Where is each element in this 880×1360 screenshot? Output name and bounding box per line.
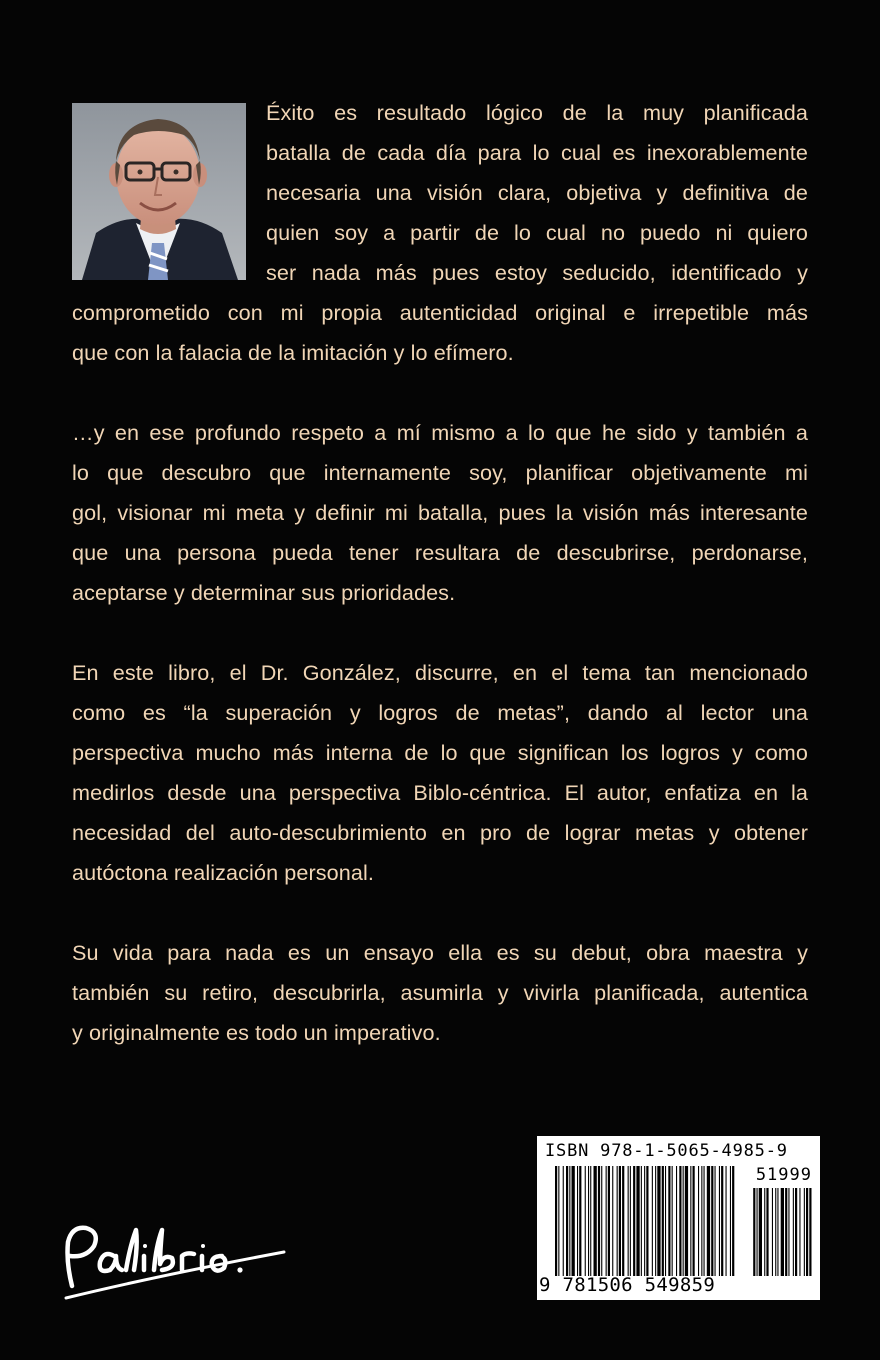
addon-bar [804, 1188, 805, 1276]
description-line: perspectiva mucho más interna de lo que significan los logros y como [72, 740, 808, 765]
barcode-bar [555, 1166, 557, 1276]
intro-line: ser nada más pues estoy seducido, identificado y [266, 260, 808, 285]
barcode-bar [588, 1166, 589, 1276]
barcode-bar [628, 1166, 629, 1276]
closing-line: y originalmente es todo un imperativo. [72, 1020, 441, 1045]
vision-paragraph [72, 413, 808, 613]
addon-bar [753, 1188, 755, 1276]
vision-line: gol, visionar mi meta y definir mi batalla, pues la visión más interesante [72, 500, 808, 525]
barcode-bar [698, 1166, 699, 1276]
addon-bar [757, 1188, 758, 1276]
barcode-bar [622, 1166, 624, 1276]
closing-line: también su retiro, descubrirla, asumirla y vivirla planificada, autentica [72, 980, 808, 1005]
barcode-bar [726, 1166, 727, 1276]
intro-paragraph-bottom [72, 293, 808, 373]
addon-bar [759, 1188, 762, 1276]
barcode-bar [566, 1166, 568, 1276]
barcode-bar [598, 1166, 600, 1276]
closing-line: Su vida para nada es un ensayo ella es su debut, obra maestra y [72, 940, 808, 965]
barcode-bar [662, 1166, 664, 1276]
barcode-bar [619, 1166, 621, 1276]
barcode-bar [711, 1166, 713, 1276]
barcode-bar [679, 1166, 681, 1276]
author-photo [72, 103, 246, 280]
barcode-bar [685, 1166, 688, 1276]
barcode-bar [558, 1166, 559, 1276]
addon-bar [764, 1188, 765, 1276]
addon-bar [772, 1188, 773, 1276]
description-line: autóctona realización personal. [72, 860, 375, 885]
addon-bar [809, 1188, 811, 1276]
barcode-bar [577, 1166, 578, 1276]
barcode-bar [590, 1166, 591, 1276]
intro-line: comprometido con mi propia autenticidad original e irrepetible más [72, 300, 808, 325]
description-line: como es “la superación y logros de metas”, dando al lector una [72, 700, 808, 725]
description-line: En este libro, el Dr. González, discurre, en el tema tan mencionado [72, 660, 808, 685]
barcode-bar [646, 1166, 648, 1276]
barcode-bar [701, 1166, 702, 1276]
barcode-bar [572, 1166, 575, 1276]
barcode-bar [652, 1166, 653, 1276]
intro-line: Éxito es resultado lógico de la muy planificada [266, 100, 808, 125]
book-description-paragraph [72, 653, 808, 893]
barcode-bar [594, 1166, 597, 1276]
addon-bar [806, 1188, 808, 1276]
intro-paragraph-top [266, 93, 808, 293]
barcode-bar [608, 1166, 610, 1276]
barcode-bar [657, 1166, 660, 1276]
barcode-bar [641, 1166, 642, 1276]
barcode-bar [655, 1166, 656, 1276]
barcode-bar [636, 1166, 639, 1276]
intro-line: quien soy a partir de lo cual no puedo ni quiero [266, 220, 808, 245]
barcode-bar [569, 1166, 570, 1276]
price-code: 51999 [755, 1165, 812, 1185]
barcode-bar [676, 1166, 677, 1276]
barcode-bar [690, 1166, 691, 1276]
addon-bar [781, 1188, 784, 1276]
ean-digits: 9 781506 549859 [539, 1274, 716, 1296]
barcode-bar [704, 1166, 705, 1276]
vision-line: lo que descubro que internamente soy, planificar objetivamente mi [72, 460, 808, 485]
addon-bar [793, 1188, 794, 1276]
barcode-bar [707, 1166, 710, 1276]
barcode-bar [672, 1166, 673, 1276]
barcode-bar [579, 1166, 581, 1276]
barcode-bar [563, 1166, 564, 1276]
barcode-bar [633, 1166, 635, 1276]
intro-line: que con la falacia de la imitación y lo efímero. [72, 340, 514, 365]
addon-bar [795, 1188, 797, 1276]
addon-bar [775, 1188, 776, 1276]
isbn-number: ISBN 978-1-5065-4985-9 [545, 1141, 788, 1161]
barcode-bar [683, 1166, 684, 1276]
vision-line: aceptarse y determinar sus prioridades. [72, 580, 456, 605]
addon-bar [799, 1188, 800, 1276]
addon-bar [785, 1188, 787, 1276]
vision-line: …y en ese profundo respeto a mí mismo a lo que he sido y también a [72, 420, 808, 445]
addon-bar [777, 1188, 778, 1276]
barcode-bar [719, 1166, 720, 1276]
isbn-barcode [537, 1136, 820, 1300]
vision-line: que una persona pueda tener resultara de descubrirse, perdonarse, [72, 540, 808, 565]
intro-line: necesaria una visión clara, objetiva y definitiva de [266, 180, 808, 205]
intro-line: batalla de cada día para lo cual es inexorablemente [266, 140, 808, 165]
barcode-bar [612, 1166, 613, 1276]
barcode-bar [730, 1166, 731, 1276]
barcode-bar [585, 1166, 586, 1276]
barcode-bar [644, 1166, 645, 1276]
barcode-bar [606, 1166, 607, 1276]
publisher-logo [56, 1212, 292, 1304]
addon-bar [788, 1188, 789, 1276]
barcode-bar [715, 1166, 716, 1276]
barcode-bar [693, 1166, 695, 1276]
addon-bar [766, 1188, 768, 1276]
barcode-bar [601, 1166, 602, 1276]
description-line: medirlos desde una perspectiva Biblo-céntrica. El autor, enfatiza en la [72, 780, 808, 805]
barcode-bar [732, 1166, 734, 1276]
barcode-bar [665, 1166, 666, 1276]
barcode-bar [617, 1166, 618, 1276]
barcode-bar [630, 1166, 631, 1276]
barcode-bar [721, 1166, 723, 1276]
barcode-bar [668, 1166, 670, 1276]
description-line: necesidad del auto-descubrimiento en pro de lograr metas y obtener [72, 820, 808, 845]
closing-paragraph [72, 933, 808, 1053]
